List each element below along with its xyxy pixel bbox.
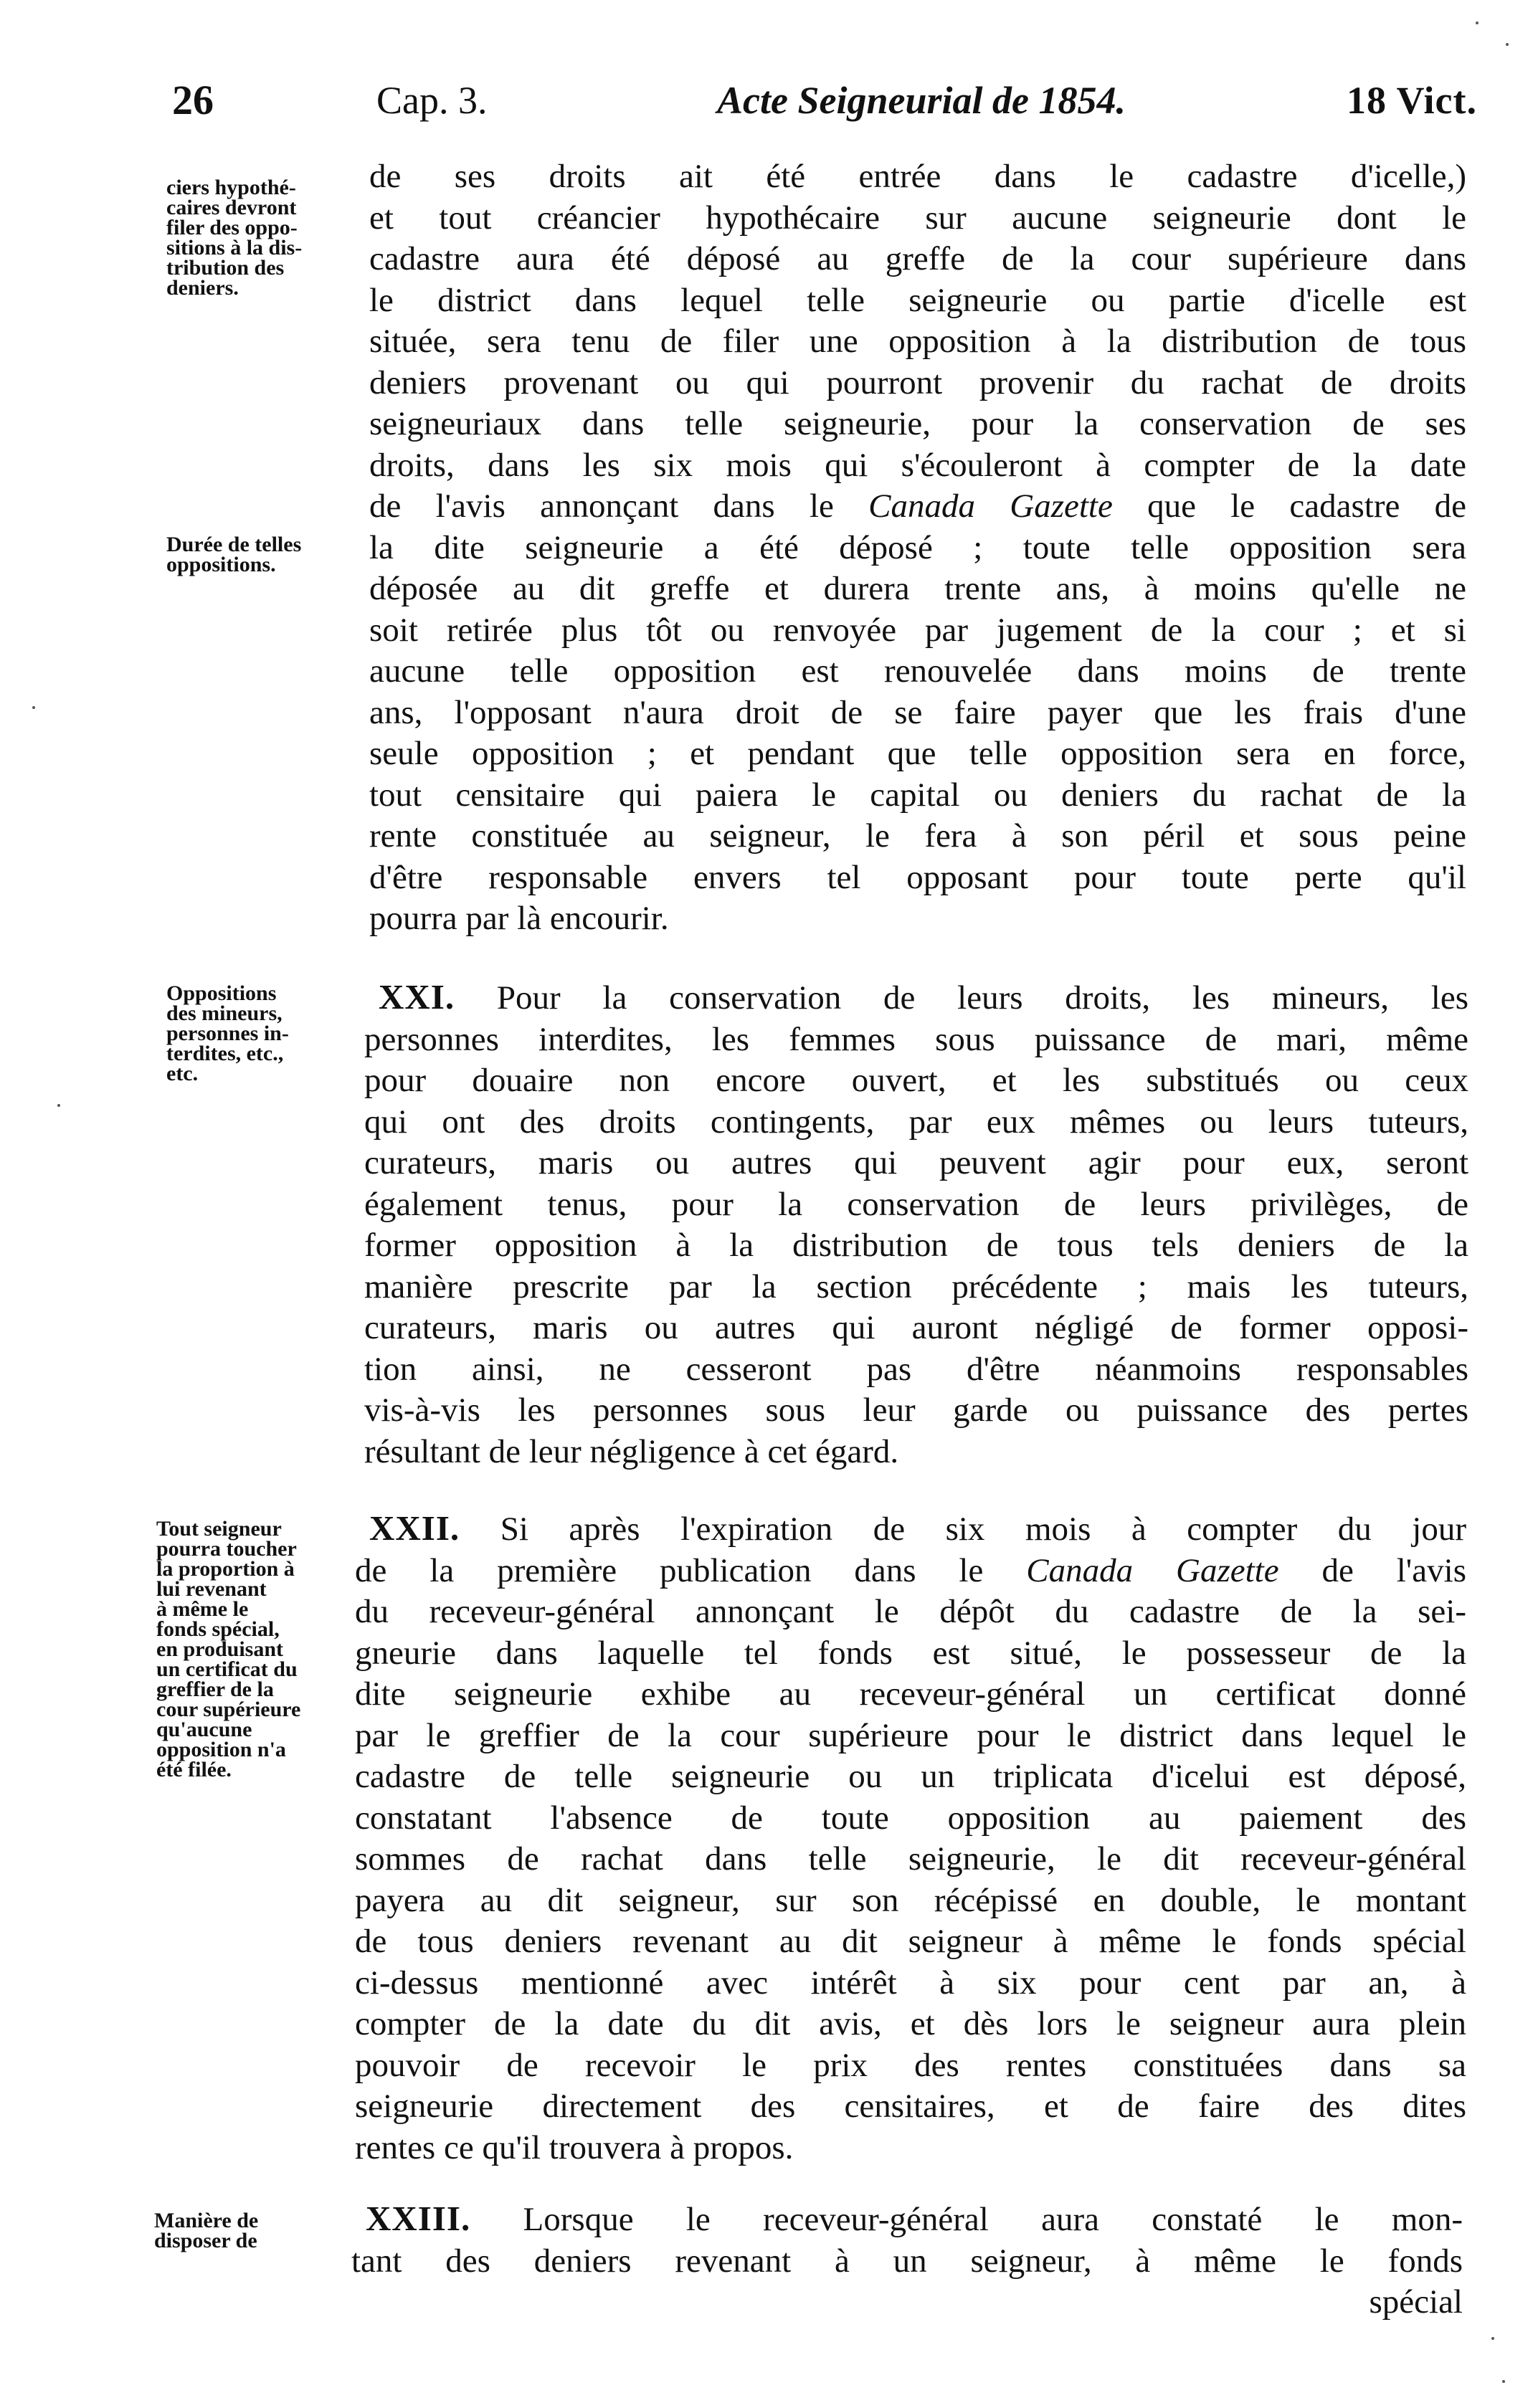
margin-note-line: opposition n'a (156, 1738, 286, 1761)
text-line (369, 445, 1466, 487)
margin-note-line: tribution des (166, 256, 285, 280)
section-number: XXII. (369, 1508, 460, 1548)
text-line-content: le district dans lequel telle seigneurie ou partie d'icelle est (369, 281, 1466, 319)
text-line-content: spécial (1369, 2283, 1463, 2321)
text-line-content: compter de la date du dit avis, et dès lors le seigneur aura plein (355, 2005, 1466, 2042)
text-line (355, 1963, 1466, 2004)
text-line (369, 239, 1466, 280)
margin-note-line: deniers. (166, 276, 239, 300)
text-line (355, 2128, 1466, 2169)
text-line-content: résultant de leur négligence à cet égard. (364, 1432, 899, 1470)
text-line (355, 1591, 1466, 1633)
section-number: XXIII. (366, 2199, 471, 2238)
text-line-content: personnes interdites, les femmes sous puissance de mari, même (364, 1020, 1468, 1058)
text-line-content: Si après l'expiration de six mois à compter du jour (500, 1510, 1466, 1548)
margin-note-line: Tout seigneur (156, 1517, 282, 1541)
margin-note-line: oppositions. (166, 553, 276, 576)
text-line (355, 1633, 1466, 1675)
text-line-content: droits, dans les six mois qui s'écouleront à compter de la date (369, 446, 1466, 484)
margin-note-line: cour supérieure (156, 1698, 301, 1721)
margin-note-line: un certificat du (156, 1657, 298, 1681)
text-line (351, 2198, 1463, 2241)
text-line-content: et tout créancier hypothécaire sur aucune seigneurie dont le (369, 199, 1466, 237)
margin-note-duration (166, 535, 360, 575)
text-line (369, 404, 1466, 445)
text-line (369, 528, 1466, 569)
text-line (355, 1674, 1466, 1715)
text-line-content: ci-dessus mentionné avec intérêt à six pour cent par an, à (355, 1964, 1466, 2002)
text-line-content: la dite seigneurie a été déposé ; toute telle opposition sera (369, 528, 1466, 566)
margin-note-line: fonds spécial, (156, 1617, 280, 1641)
text-line (355, 1508, 1466, 1551)
text-line (355, 1798, 1466, 1840)
margin-note-line: disposer de (154, 2229, 257, 2252)
scan-speck (57, 1104, 60, 1107)
margin-note-line: Manière de (154, 2209, 259, 2232)
text-line-content: également tenus, pour la conservation de leurs privilèges, de (364, 1185, 1468, 1223)
text-line-content: par le greffier de la cour supérieure pour le district dans lequel le (355, 1716, 1466, 1754)
text-line-content: payera au dit seigneur, sur son récépissé en double, le montant (355, 1881, 1466, 1919)
text-line-content: de tous deniers revenant au dit seigneur à même le fonds spécial (355, 1923, 1466, 1960)
scan-speck (1506, 43, 1509, 46)
text-line (355, 2086, 1466, 2128)
text-line-content: Lorsque le receveur-général aura constaté le mon- (523, 2201, 1463, 2238)
text-line-content: tant des deniers revenant à un seigneur, à même le fonds (351, 2242, 1463, 2280)
text-line (364, 1184, 1468, 1226)
text-line (364, 1267, 1468, 1308)
text-line (369, 898, 1466, 940)
margin-note-line: Oppositions (166, 981, 277, 1005)
text-line-content: curateurs, maris ou autres qui auront négligé de former opposi- (364, 1309, 1468, 1346)
text-line-content (369, 487, 1466, 525)
page-header (172, 72, 1477, 129)
text-line-content: qui ont des droits contingents, par eux mêmes ou leurs tuteurs, (364, 1103, 1468, 1141)
text-line (355, 1715, 1466, 1757)
margin-note-line: caires devront (166, 196, 297, 219)
section-number: XXI. (379, 977, 455, 1017)
text-line (351, 2282, 1463, 2323)
text-line (355, 1880, 1466, 1922)
text-line-content: pour douaire non encore ouvert, et les substitués ou ceux (364, 1062, 1468, 1099)
text-line (364, 1060, 1468, 1102)
margin-note-line: qu'aucune (156, 1718, 252, 1741)
margin-note-manner (154, 2211, 348, 2251)
text-line-content: dite seigneurie exhibe au receveur-général un certificat donné (355, 1675, 1466, 1713)
text-segment: de la première publication dans le (355, 1551, 1027, 1589)
text-line (364, 1308, 1468, 1349)
margin-note-line: filer des oppo- (166, 216, 298, 239)
margin-note-line: etc. (166, 1062, 199, 1085)
text-line-content: manière prescrite par la section précédente ; mais les tuteurs, (364, 1267, 1468, 1305)
text-segment: de l'avis annonçant dans le (369, 487, 869, 525)
text-line (369, 651, 1466, 693)
margin-note-line: terdites, etc., (166, 1042, 284, 1065)
margin-note-seigneur (156, 1519, 350, 1780)
text-line (369, 610, 1466, 652)
text-line (369, 198, 1466, 239)
text-line (351, 2241, 1463, 2283)
text-line-content (355, 1552, 1466, 1589)
text-line-content: située, sera tenu de filer une opposition à la distribution de tous (369, 323, 1466, 360)
text-line (355, 1756, 1466, 1798)
text-line-content: soit retirée plus tôt ou renvoyée par jugement de la cour ; et si (369, 611, 1466, 649)
text-line-content: aucune telle opposition est renouvelée dans moins de trente (369, 652, 1466, 690)
margin-note-minors (166, 981, 360, 1085)
margin-note-line: à même le (156, 1597, 249, 1621)
text-line-content: de ses droits ait été entrée dans le cadastre d'icelle,) (369, 158, 1466, 195)
margin-note-line: la proportion à (156, 1557, 295, 1581)
text-line-content: du receveur-général annonçant le dépôt du cadastre de la sei- (355, 1593, 1466, 1630)
text-line (364, 1019, 1468, 1061)
text-line (355, 2004, 1466, 2045)
text-line (364, 1390, 1468, 1432)
text-line-content: constatant l'absence de toute opposition au paiement des (355, 1799, 1466, 1837)
text-line-content: cadastre de telle seigneurie ou un triplicata d'icelui est déposé, (355, 1758, 1466, 1795)
text-line (364, 1143, 1468, 1184)
text-line (369, 733, 1466, 775)
text-line-content: vis-à-vis les personnes sous leur garde ou puissance des pertes (364, 1391, 1468, 1429)
regnal-year: 18 Vict. (1347, 79, 1477, 122)
italic-text: Canada Gazette (868, 487, 1113, 525)
text-line (355, 2045, 1466, 2087)
page-number: 26 (172, 77, 214, 123)
section-body (364, 976, 1468, 1472)
margin-note-line: été filée. (156, 1758, 232, 1781)
text-line (355, 1551, 1466, 1592)
text-line (364, 1225, 1468, 1267)
text-line-content: pouvoir de recevoir le prix des rentes constituées dans sa (355, 2046, 1466, 2084)
text-line-content: seigneuriaux dans telle seigneurie, pour la conservation de ses (369, 405, 1466, 442)
scan-speck (1491, 2337, 1494, 2340)
text-line-content: ans, l'opposant n'aura droit de se faire payer que les frais d'une (369, 693, 1466, 731)
text-segment: de l'avis (1278, 1551, 1466, 1589)
text-line-content: seigneurie directement des censitaires, et de faire des dites (355, 2088, 1466, 2125)
text-line (355, 1921, 1466, 1963)
text-line-content: deniers provenant ou qui pourront provenir du rachat de droits (369, 363, 1466, 401)
text-line (364, 1102, 1468, 1143)
text-line-content: seule opposition ; et pendant que telle opposition sera en force, (369, 735, 1466, 772)
text-line-content: former opposition à la distribution de tous tels deniers de la (364, 1227, 1468, 1264)
text-line (369, 363, 1466, 404)
text-line-content: cadastre aura été déposé au greffe de la cour supérieure dans (369, 240, 1466, 277)
text-line (364, 976, 1468, 1019)
italic-text: Canada Gazette (1026, 1551, 1279, 1589)
text-line-content: rente constituée au seigneur, le fera à son péril et sous peine (369, 817, 1466, 855)
text-line (369, 775, 1466, 817)
text-segment: que le cadastre de (1112, 487, 1466, 525)
margin-note-line: lui revenant (156, 1577, 267, 1601)
text-line (369, 486, 1466, 528)
section-body (355, 1508, 1466, 2169)
text-line (364, 1432, 1468, 1473)
margin-note-hypothecary (166, 178, 360, 298)
chapter-label: Cap. 3. (376, 79, 488, 122)
text-line (369, 568, 1466, 610)
text-line (364, 1349, 1468, 1391)
section-body (351, 2198, 1463, 2323)
text-line (355, 1839, 1466, 1880)
margin-note-line: en produisant (156, 1637, 284, 1661)
margin-note-line: pourra toucher (156, 1537, 297, 1561)
text-line-content: tion ainsi, ne cesseront pas d'être néanmoins responsables (364, 1350, 1468, 1388)
text-line (369, 321, 1466, 363)
scan-speck (32, 706, 35, 709)
margin-note-line: des mineurs, (166, 1001, 283, 1025)
text-line (369, 156, 1466, 198)
text-line (369, 857, 1466, 899)
text-line-content: sommes de rachat dans telle seigneurie, le dit receveur-général (355, 1840, 1466, 1878)
text-line-content: rentes ce qu'il trouvera à propos. (355, 2128, 794, 2166)
text-line-content: tout censitaire qui paiera le capital ou deniers du rachat de la (369, 776, 1466, 814)
section-body (369, 156, 1466, 940)
margin-note-line: personnes in- (166, 1022, 289, 1045)
scan-speck (1476, 22, 1479, 24)
text-line-content: déposée au dit greffe et durera trente ans, à moins qu'elle ne (369, 570, 1466, 607)
text-line-content: curateurs, maris ou autres qui peuvent agir pour eux, seront (364, 1144, 1468, 1181)
text-line-content: pourra par là encourir. (369, 900, 669, 937)
scan-speck (1502, 2380, 1505, 2383)
text-line-content: Pour la conservation de leurs droits, les mineurs, les (496, 979, 1469, 1017)
margin-note-line: greffier de la (156, 1677, 274, 1701)
text-line (369, 816, 1466, 857)
running-title: Acte Seigneurial de 1854. (717, 79, 1126, 122)
text-line-content: d'être responsable envers tel opposant pour toute perte qu'il (369, 858, 1466, 896)
margin-note-line: Durée de telles (166, 533, 302, 556)
text-line-content: gneurie dans laquelle tel fonds est situé, le possesseur de la (355, 1634, 1466, 1672)
text-line (369, 693, 1466, 734)
margin-note-line: ciers hypothé- (166, 176, 296, 199)
margin-note-line: sitions à la dis- (166, 236, 303, 260)
text-line (369, 280, 1466, 322)
